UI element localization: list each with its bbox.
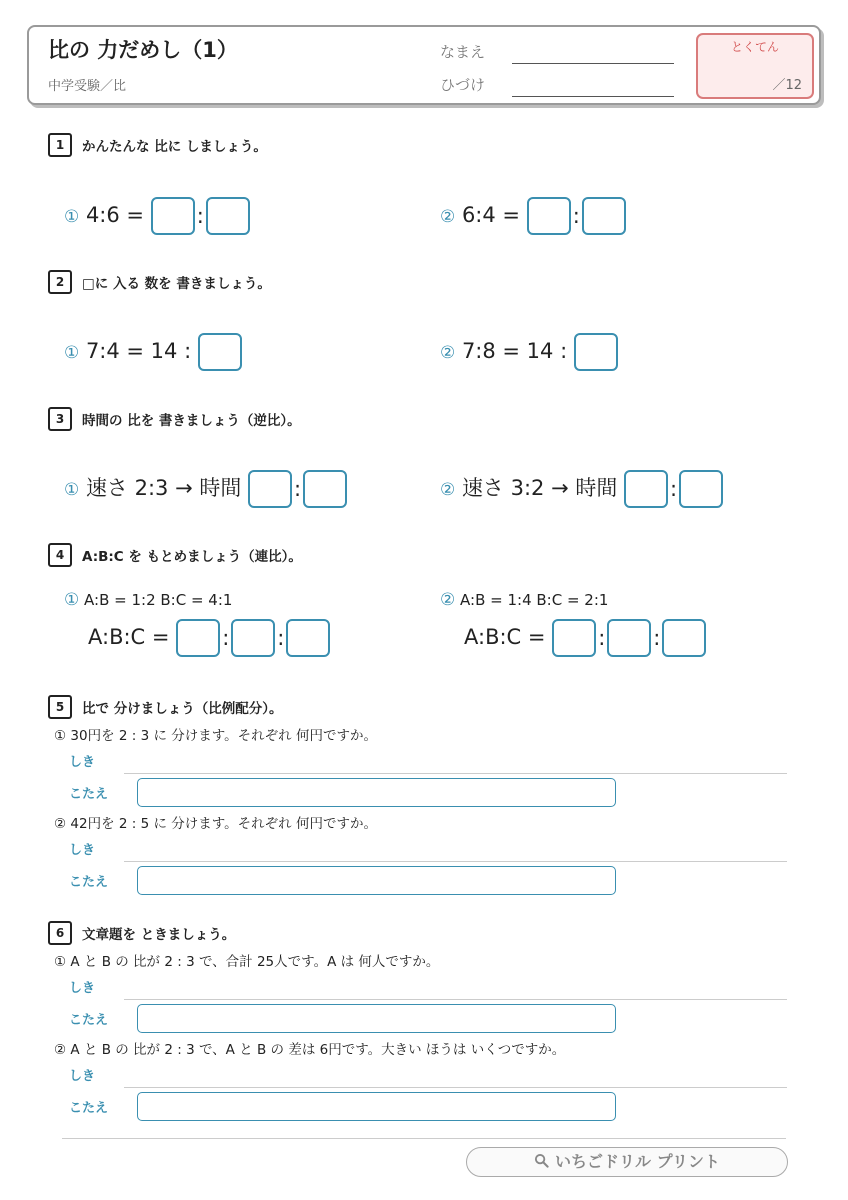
name-label: なまえ xyxy=(440,43,486,61)
answer-box[interactable] xyxy=(679,470,723,508)
answer-box[interactable] xyxy=(206,197,250,235)
item-expression: 速さ 3:2 → 時間 xyxy=(461,476,618,500)
q4-given-a xyxy=(64,590,232,610)
answer-box[interactable] xyxy=(248,470,292,508)
score-total: ／12 xyxy=(772,78,802,93)
colon: : xyxy=(222,626,230,650)
question-text-3: 時間の 比を 書きましょう（逆比）。 xyxy=(82,413,301,429)
brand-name: いちごドリル プリント xyxy=(555,1152,720,1171)
colon: : xyxy=(196,204,204,228)
given-ratios: A:B = 1:4 B:C = 2:1 xyxy=(460,591,609,609)
kotae-label: こたえ xyxy=(69,875,109,890)
item-expression: 7:4 = 14 : xyxy=(85,339,192,363)
q1-item-b xyxy=(440,197,626,235)
colon: : xyxy=(598,626,606,650)
question-number-5: 5 xyxy=(48,695,72,719)
question-number-4: 4 xyxy=(48,543,72,567)
item-expression: 速さ 2:3 → 時間 xyxy=(85,476,242,500)
answer-box[interactable] xyxy=(662,619,706,657)
shiki-label: しき xyxy=(69,981,96,996)
answer-box[interactable] xyxy=(303,470,347,508)
page-title: 比の 力だめし（1） xyxy=(48,38,238,62)
q4-item-b xyxy=(464,619,706,657)
colon: : xyxy=(572,204,580,228)
question-number-3: 3 xyxy=(48,407,72,431)
colon: : xyxy=(277,626,285,650)
colon: : xyxy=(294,477,302,501)
answer-box[interactable] xyxy=(624,470,668,508)
question-text-1: かんたんな 比に しましょう。 xyxy=(82,139,267,155)
colon: : xyxy=(670,477,678,501)
shiki-label: しき xyxy=(69,843,96,858)
page-subtitle: 中学受験／比 xyxy=(48,79,127,94)
item-mark: ① xyxy=(64,480,80,500)
q2-item-a xyxy=(64,333,242,371)
item-mark: ② xyxy=(440,207,456,227)
q5-problem-a: ① 30円を 2 : 3 に 分けます。それぞれ 何円ですか。 xyxy=(54,728,377,744)
work-line[interactable] xyxy=(124,999,787,1000)
item-mark: ② xyxy=(440,590,456,610)
q4-given-b xyxy=(440,590,608,610)
answer-box[interactable] xyxy=(176,619,220,657)
shiki-label: しき xyxy=(69,755,96,770)
date-field[interactable] xyxy=(512,96,674,97)
score-label: とくてん xyxy=(730,40,779,54)
answer-field[interactable] xyxy=(137,866,616,895)
answer-box[interactable] xyxy=(527,197,571,235)
answer-box[interactable] xyxy=(552,619,596,657)
item-mark: ② xyxy=(440,343,456,363)
q5-problem-b: ② 42円を 2 : 5 に 分けます。それぞれ 何円ですか。 xyxy=(54,816,377,832)
score-box[interactable] xyxy=(696,33,814,99)
kotae-label: こたえ xyxy=(69,1013,109,1028)
q2-item-b xyxy=(440,333,618,371)
q3-item-b xyxy=(440,470,723,508)
brand-search-pill[interactable] xyxy=(466,1147,788,1177)
answer-field[interactable] xyxy=(137,778,616,807)
q1-item-a xyxy=(64,197,250,235)
question-text-5: 比で 分けましょう（比例配分）。 xyxy=(82,701,283,717)
answer-box[interactable] xyxy=(151,197,195,235)
item-expression: A:B:C = xyxy=(464,625,546,649)
given-ratios: A:B = 1:2 B:C = 4:1 xyxy=(84,591,233,609)
colon: : xyxy=(653,626,661,650)
item-mark: ① xyxy=(64,343,80,363)
item-mark: ① xyxy=(64,207,80,227)
question-text-2: □に 入る 数を 書きましょう。 xyxy=(82,276,271,292)
date-label: ひづけ xyxy=(440,76,486,94)
answer-box[interactable] xyxy=(231,619,275,657)
q3-item-a xyxy=(64,470,347,508)
item-expression: 4:6 = xyxy=(85,203,145,227)
shiki-label: しき xyxy=(69,1069,96,1084)
name-field[interactable] xyxy=(512,63,674,64)
footer-divider xyxy=(62,1138,786,1139)
item-expression: A:B:C = xyxy=(88,625,170,649)
question-text-6: 文章題を ときましょう。 xyxy=(82,927,236,943)
kotae-label: こたえ xyxy=(69,787,109,802)
work-line[interactable] xyxy=(124,1087,787,1088)
work-line[interactable] xyxy=(124,861,787,862)
answer-box[interactable] xyxy=(286,619,330,657)
work-line[interactable] xyxy=(124,773,787,774)
item-expression: 7:8 = 14 : xyxy=(461,339,568,363)
answer-box[interactable] xyxy=(582,197,626,235)
question-text-4: A:B:C を もとめましょう（連比）。 xyxy=(82,549,302,565)
answer-field[interactable] xyxy=(137,1004,616,1033)
answer-box[interactable] xyxy=(198,333,242,371)
q6-problem-a: ① A と B の 比が 2 : 3 で、合計 25人です。A は 何人ですか。 xyxy=(54,954,440,970)
q6-problem-b: ② A と B の 比が 2 : 3 で、A と B の 差は 6円です。大きい ほうは いくつですか。 xyxy=(54,1042,566,1058)
kotae-label: こたえ xyxy=(69,1101,109,1116)
question-number-1: 1 xyxy=(48,133,72,157)
question-number-6: 6 xyxy=(48,921,72,945)
q4-item-a xyxy=(88,619,330,657)
item-mark: ② xyxy=(440,480,456,500)
answer-box[interactable] xyxy=(574,333,618,371)
item-expression: 6:4 = xyxy=(461,203,521,227)
item-mark: ① xyxy=(64,590,80,610)
answer-field[interactable] xyxy=(137,1092,616,1121)
question-number-2: 2 xyxy=(48,270,72,294)
search-icon xyxy=(534,1149,549,1177)
answer-box[interactable] xyxy=(607,619,651,657)
